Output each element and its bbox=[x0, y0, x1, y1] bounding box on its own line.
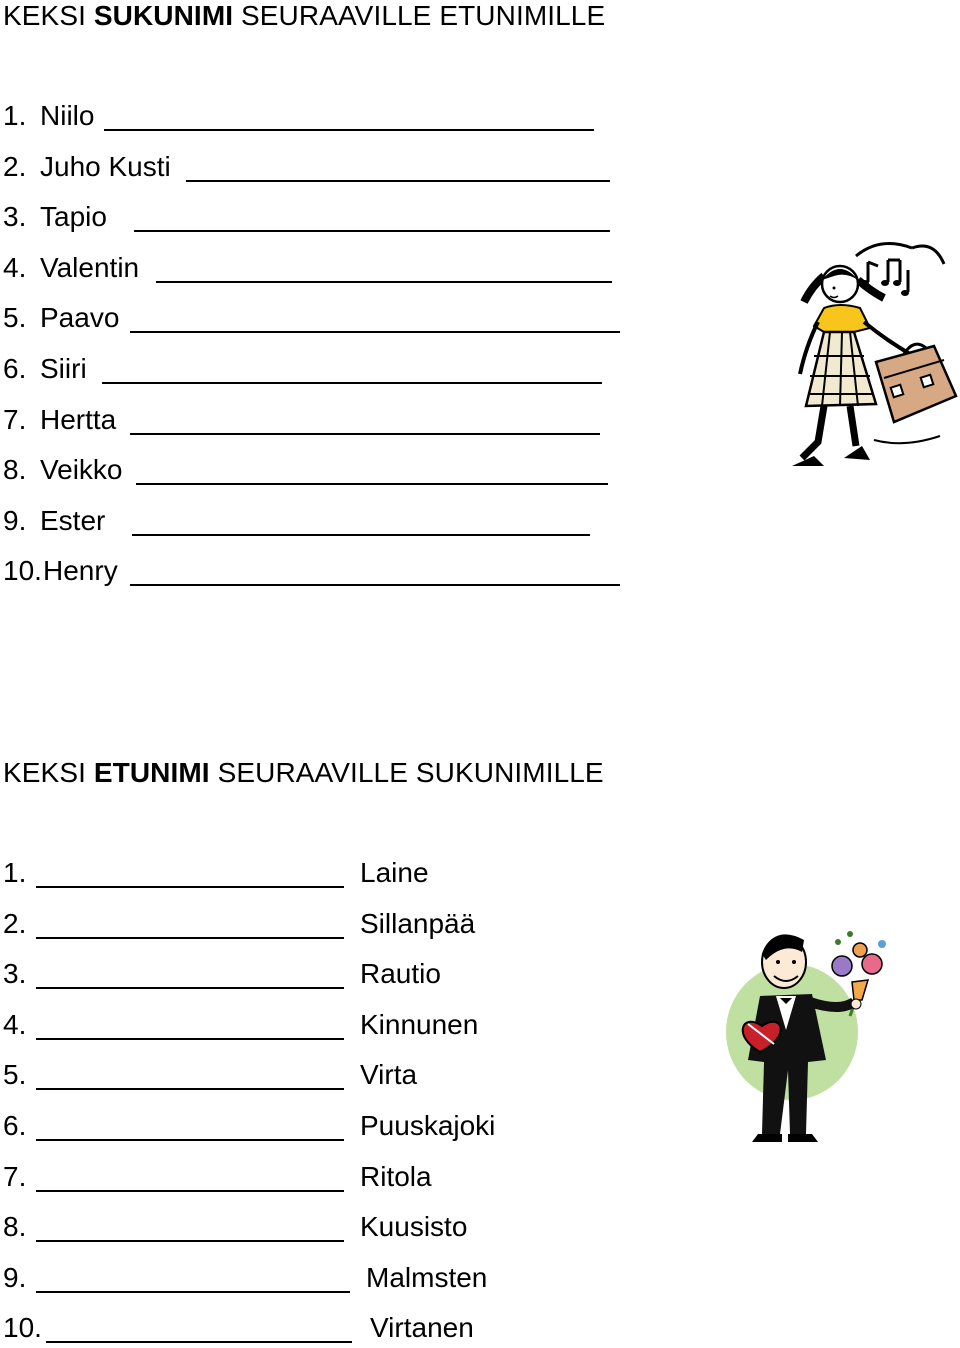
answer-blank[interactable] bbox=[136, 483, 608, 485]
answer-blank[interactable] bbox=[36, 1240, 344, 1242]
item-name: Ritola bbox=[360, 1160, 432, 1192]
item-number: 5. bbox=[3, 1059, 27, 1091]
item-name: Paavo bbox=[40, 302, 120, 334]
answer-blank[interactable] bbox=[36, 937, 344, 939]
answer-blank[interactable] bbox=[36, 1139, 344, 1141]
item-number: 8. bbox=[3, 454, 27, 486]
answer-blank[interactable] bbox=[36, 987, 344, 989]
item-name: Rautio bbox=[360, 958, 441, 990]
answer-blank[interactable] bbox=[36, 1038, 344, 1040]
schoolgirl-with-briefcase-icon bbox=[784, 236, 960, 480]
list-item bbox=[0, 501, 960, 541]
answer-blank[interactable] bbox=[102, 382, 602, 384]
item-number: 4. bbox=[3, 1008, 27, 1040]
item-name: Malmsten bbox=[366, 1261, 488, 1293]
list-item bbox=[0, 1157, 960, 1197]
item-number: 2. bbox=[3, 907, 27, 939]
answer-blank[interactable] bbox=[156, 281, 612, 283]
man-with-flowers-icon bbox=[722, 920, 900, 1150]
answer-blank[interactable] bbox=[130, 433, 600, 435]
item-number: 7. bbox=[3, 403, 27, 435]
item-number: 9. bbox=[3, 504, 27, 536]
answer-blank[interactable] bbox=[36, 1088, 344, 1090]
item-name: Tapio bbox=[40, 201, 107, 233]
answer-blank[interactable] bbox=[186, 180, 610, 182]
list-item bbox=[0, 1207, 960, 1247]
list-item bbox=[0, 1308, 960, 1348]
item-number: 10. bbox=[3, 1312, 42, 1344]
item-name: Valentin bbox=[40, 251, 140, 283]
answer-blank[interactable] bbox=[104, 129, 594, 131]
answer-blank[interactable] bbox=[134, 230, 610, 232]
item-number: 3. bbox=[3, 958, 27, 990]
item-number: 8. bbox=[3, 1211, 27, 1243]
item-number: 10. bbox=[3, 555, 42, 587]
item-number: 1. bbox=[3, 857, 27, 888]
item-name: Virtanen bbox=[370, 1312, 474, 1344]
heading-bold: SUKUNIMI bbox=[93, 0, 234, 31]
answer-blank[interactable] bbox=[130, 331, 620, 333]
item-number: 7. bbox=[3, 1160, 27, 1192]
item-name: Niilo bbox=[40, 100, 95, 131]
item-name: Juho Kusti bbox=[40, 150, 171, 182]
list-item bbox=[0, 1258, 960, 1298]
list-item bbox=[0, 551, 960, 591]
heading-suffix: SEURAAVILLE ETUNIMILLE bbox=[233, 0, 606, 31]
item-number: 2. bbox=[3, 150, 27, 182]
answer-blank[interactable] bbox=[36, 1190, 344, 1192]
heading-prefix: KEKSI bbox=[3, 0, 94, 31]
list-item bbox=[0, 197, 960, 237]
section2-heading bbox=[3, 757, 604, 789]
item-name: Puuskajoki bbox=[360, 1110, 496, 1141]
item-number: 3. bbox=[3, 201, 27, 233]
item-number: 1. bbox=[3, 100, 27, 131]
item-number: 6. bbox=[3, 1110, 27, 1141]
heading-prefix: KEKSI bbox=[3, 757, 94, 788]
section1-heading bbox=[3, 0, 605, 32]
item-name: Siiri bbox=[40, 353, 87, 384]
item-name: Laine bbox=[360, 857, 429, 888]
list-item bbox=[0, 147, 960, 187]
item-name: Virta bbox=[360, 1059, 418, 1091]
item-name: Ester bbox=[40, 504, 106, 536]
heading-suffix: SEURAAVILLE SUKUNIMILLE bbox=[209, 757, 604, 788]
item-name: Kinnunen bbox=[360, 1008, 479, 1040]
list-item bbox=[0, 96, 960, 136]
item-number: 5. bbox=[3, 302, 27, 334]
item-name: Kuusisto bbox=[360, 1211, 468, 1243]
item-name: Henry bbox=[43, 555, 118, 587]
item-name: Sillanpää bbox=[360, 907, 476, 939]
item-number: 6. bbox=[3, 353, 27, 384]
answer-blank[interactable] bbox=[36, 1291, 350, 1293]
answer-blank[interactable] bbox=[132, 534, 590, 536]
item-number: 9. bbox=[3, 1261, 27, 1293]
item-number: 4. bbox=[3, 251, 27, 283]
answer-blank[interactable] bbox=[46, 1341, 352, 1343]
item-name: Veikko bbox=[40, 454, 123, 486]
answer-blank[interactable] bbox=[130, 584, 620, 586]
list-item bbox=[0, 853, 960, 893]
heading-bold: ETUNIMI bbox=[93, 757, 210, 788]
answer-blank[interactable] bbox=[36, 886, 344, 888]
item-name: Hertta bbox=[40, 403, 117, 435]
